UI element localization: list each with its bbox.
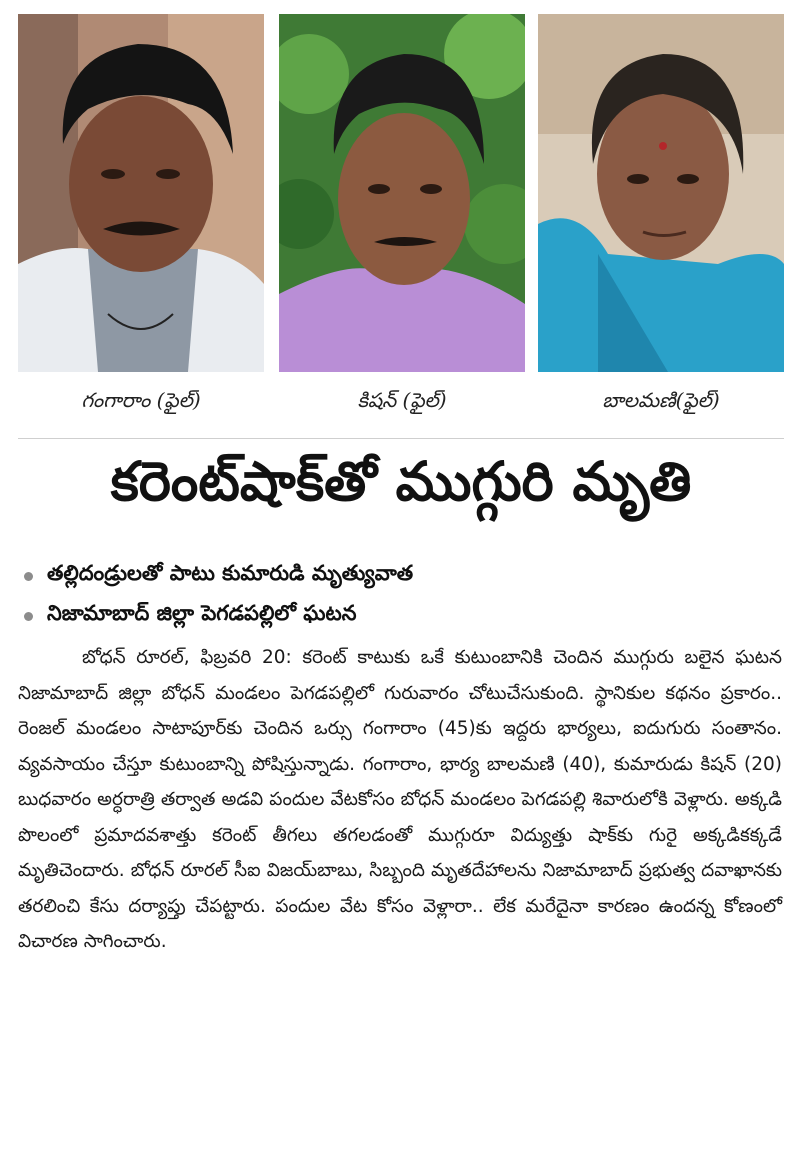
subheadline-item: [18, 596, 784, 636]
bullet-dot-icon: [24, 572, 33, 581]
subheadline-item: [18, 556, 784, 596]
caption-gangaram: గంగారాం (ఫైల్): [81, 388, 201, 412]
photo-gangaram: [18, 14, 264, 372]
headline: కరెంట్‌షాక్‌తో ముగ్గురి మృతి: [110, 450, 692, 513]
divider: [18, 438, 784, 439]
caption-balamani: బాలమణి(ఫైల్): [602, 388, 720, 412]
bullet-dot-icon: [24, 612, 33, 621]
caption-kishan: కిషన్ (ఫైల్): [357, 388, 447, 412]
photo-captions: [18, 388, 784, 428]
subheadline-list: [18, 556, 784, 636]
photo-row: [18, 14, 784, 372]
photo-balamani: [538, 14, 784, 372]
subheadline-text: తల్లిదండ్రులతో పాటు కుమారుడి మృత్యువాత: [47, 561, 414, 585]
photo-kishan: [279, 14, 525, 372]
subheadline-text: నిజామాబాద్ జిల్లా పెగడపల్లిలో ఘటన: [47, 601, 357, 625]
article-body: [18, 640, 782, 960]
article-paragraph: బోధన్ రూరల్, ఫిబ్రవరి 20: కరెంట్ కాటుకు ఒకే కుటుంబానికి చెందిన ముగ్గురు బలైన ఘటన నిజామాబాద్ జిల్లా బోధన్ మండలం పెగడపల్లిలో గురువారం చోటుచేసుకుంది. స్థానికుల కథనం ప్రకారం.. రెంజల్ మండలం సాటాపూర్‌కు చెందిన ఒర్సు గంగారాం (45)కు ఇద్దరు భార్యలు, ఐదుగురు సంతానం. వ్యవసాయం చేస్తూ కుటుంబాన్ని పోషిస్తున్నాడు. గంగారాం, భార్య బాలమణి (40), కుమారుడు కిషన్ (20) బుధవారం అర్ధరాత్రి తర్వాత అడవి పందుల వేటకోసం బోధన్ మండలం పెగడపల్లి శివారులోకి వెళ్లారు. అక్కడి పొలంలో ప్రమాదవశాత్తు కరెంట్ తీగలు తగలడంతో ముగ్గురూ విద్యుత్తు షాక్‌కు గురై అక్కడికక్కడే మృతిచెందారు. బోధన్ రూరల్ సీఐ విజయ్‌బాబు, సిబ్బంది మృతదేహాలను నిజామాబాద్ ప్రభుత్వ దవాఖానకు తరలించి కేసు దర్యాప్తు చేపట్టారు. పందుల వేట కోసం వెళ్లారా.. లేక మరేదైనా కారణం ఉందన్న కోణంలో విచారణ సాగించారు.: [18, 647, 782, 952]
